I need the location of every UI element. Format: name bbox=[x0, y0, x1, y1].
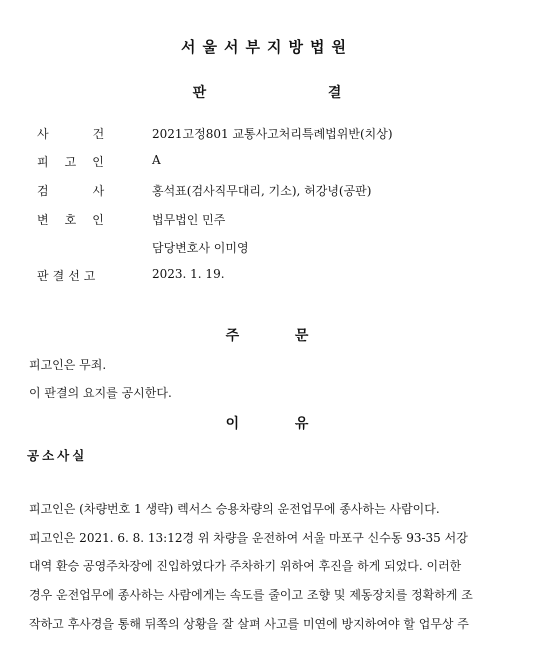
label-char: 고 bbox=[64, 155, 77, 169]
order-line: 피고인은 무죄. bbox=[29, 358, 107, 372]
label-char: 인 bbox=[92, 155, 104, 169]
case-row-case bbox=[37, 125, 507, 143]
counsel-value: 법무법인 민주 bbox=[152, 213, 226, 227]
label-char: 결 bbox=[52, 269, 65, 283]
facts-paragraph-line: 경우 운전업무에 종사하는 사람에게는 속도를 줄이고 조향 및 제동장치를 정확하게 조 bbox=[29, 588, 473, 602]
court-name: 서울서부지방법원 bbox=[181, 38, 353, 56]
order-line: 이 판결의 요지를 공시한다. bbox=[29, 386, 172, 400]
order-heading-char-2: 문 bbox=[294, 328, 309, 344]
label-char: 검 bbox=[37, 184, 49, 198]
case-row-sentence-date bbox=[37, 267, 507, 285]
case-row-prosecutor bbox=[37, 182, 507, 200]
reasons-heading-char-1: 이 bbox=[225, 416, 240, 432]
label-char: 선 bbox=[68, 269, 80, 283]
order-heading-char-1: 주 bbox=[225, 328, 240, 344]
order-heading bbox=[0, 325, 534, 345]
facts-heading: 공소사실 bbox=[27, 448, 88, 463]
label-char: 인 bbox=[92, 213, 104, 227]
facts-paragraph-line: 피고인은 (차량번호 1 생략) 렉서스 승용차량의 운전업무에 종사하는 사람이다. bbox=[29, 502, 440, 516]
document-title bbox=[0, 82, 534, 102]
prosecutor-value: 홍석표(검사직무대리, 기소), 허강녕(공판) bbox=[152, 184, 372, 198]
defendant-value: A bbox=[152, 153, 161, 167]
title-char-2: 결 bbox=[327, 85, 342, 101]
facts-paragraph-line: 대역 환승 공영주차장에 진입하였다가 주차하기 위하여 후진을 하게 되었다. 이러한 bbox=[29, 559, 462, 573]
case-row-defendant bbox=[37, 153, 507, 171]
label-char: 고 bbox=[83, 269, 96, 283]
sentence-date-value: 2023. 1. 19. bbox=[152, 267, 225, 281]
facts-paragraph-line: 피고인은 2021. 6. 8. 13:12경 위 차량을 운전하여 서울 마포구 신수동 93-35 서강 bbox=[29, 531, 468, 545]
label-char: 사 bbox=[37, 127, 49, 141]
case-row-counsel bbox=[37, 211, 507, 229]
attorney-value: 담당변호사 이미영 bbox=[152, 241, 249, 255]
label-char: 피 bbox=[37, 155, 49, 169]
case-row-counsel-attorney bbox=[37, 239, 507, 257]
label-char: 사 bbox=[92, 184, 105, 198]
case-number-value: 2021고정801 교통사고처리특례법위반(치상) bbox=[152, 127, 393, 141]
label-char: 호 bbox=[64, 213, 77, 227]
reasons-heading bbox=[0, 413, 534, 433]
label-char: 판 bbox=[37, 269, 49, 283]
label-char: 변 bbox=[37, 213, 49, 227]
facts-paragraph-line: 작하고 후사경을 통해 뒤쪽의 상황을 잘 살펴 사고를 미연에 방지하여야 할 업무상 주 bbox=[29, 617, 469, 631]
title-char-1: 판 bbox=[192, 85, 207, 101]
label-char: 건 bbox=[92, 127, 105, 141]
reasons-heading-char-2: 유 bbox=[294, 416, 309, 432]
